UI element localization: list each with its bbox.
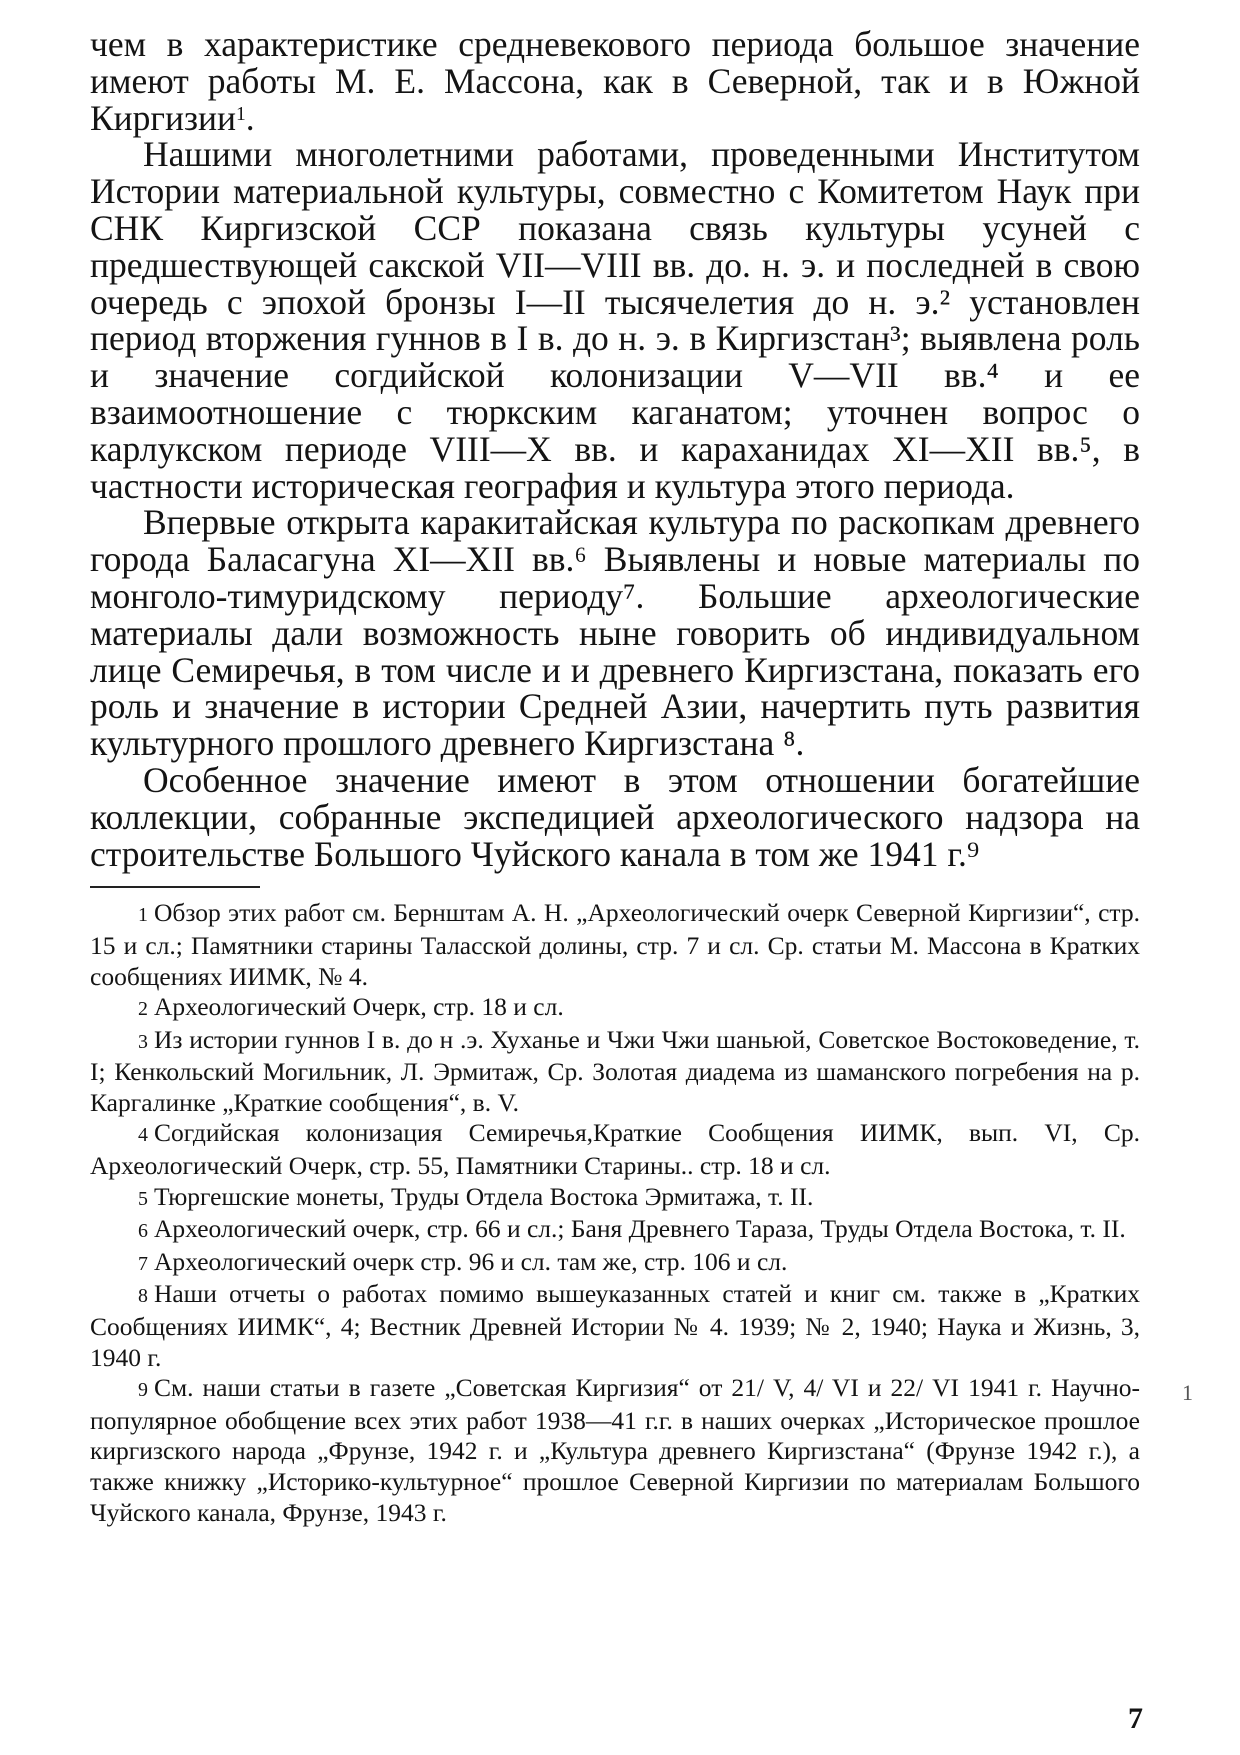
- footnote-text: Тюргешские монеты, Труды Отдела Востока Эрмитажа, т. II.: [153, 1181, 814, 1211]
- footnote-number: 6: [138, 1220, 148, 1243]
- footnote-text: Из истории гуннов I в. до н .э. Хуханье и Чжи Чжи шаньюй, Советское Востоковедение, т. I; Кенкольский Могильник, Л. Эрмитаж, Ср. Золотая диадема из шаманского погребения на р. Каргалинке „Краткие сообщения“, в. V.: [90, 1024, 1140, 1117]
- footnote-number: 4: [138, 1124, 148, 1147]
- page-number: 7: [1128, 1702, 1143, 1735]
- footnote-number: 9: [138, 1379, 148, 1402]
- footnote: [90, 898, 1140, 992]
- page: [90, 26, 1140, 1528]
- footnote-text: Археологический Очерк, стр. 18 и сл.: [153, 992, 564, 1022]
- footnote: [90, 1025, 1140, 1119]
- footnote: [90, 1247, 1140, 1280]
- paragraph-4: Особенное значение имеют в этом отношении богатейшие коллекции, собранные экспедицией археологического надзора на строительстве Большого Чуйского канала в том же 1941 г.⁹: [90, 759, 1140, 874]
- main-text: [90, 26, 1140, 872]
- footnote-text: Наши отчеты о работах помимо вышеуказанных статей и книг см. также в „Кратких Сообщениях ИИМК“, 4; Вестник Древней Истории № 4. 1939; № 2, 1940; Наука и Жизнь, 3, 1940 г.: [90, 1279, 1140, 1372]
- footnote-text: Археологический очерк стр. 96 и сл. там же, стр. 106 и сл.: [153, 1246, 788, 1276]
- footnote-number: 1: [138, 904, 148, 927]
- paragraph-1-tail: .: [245, 97, 255, 138]
- margin-mark: 1: [1182, 1380, 1193, 1405]
- footnote-text: Археологический очерк, стр. 66 и сл.; Баня Древнего Тараза, Труды Отдела Востока, т. II.: [153, 1214, 1126, 1244]
- footnote: [90, 1373, 1140, 1528]
- footnote: [90, 1214, 1140, 1247]
- footnote-number: 3: [138, 1030, 148, 1053]
- footnote: [90, 1118, 1140, 1181]
- footnote-number: 8: [138, 1285, 148, 1308]
- footnote-number: 7: [138, 1252, 148, 1275]
- paragraph-3: Впервые открыта каракитайская культура по раскопкам древнего города Баласагуна XI—XII вв.⁶ Выявлены и новые материалы по монголо-тимуридскому периоду⁷. Большие археологические материалы дали возможность ныне говорить об индивидуальном лице Семиречья, в том числе и и древнего Киргизстана, показать его роль и значение в истории Средней Азии, начертить путь развития культурного прошлого древнего Киргизстана ⁸.: [90, 502, 1140, 764]
- footnotes: [90, 898, 1140, 1528]
- paragraph-2: Нашими многолетними работами, проведенными Институтом Истории материальной культуры, совместно с Комитетом Наук при СНК Киргизской ССР показана связь культуры усуней с предшествующей сакской VII—VIII вв. до. н. э. и последней в свою очередь с эпохой бронзы I—II тысячелетия до н. э.² установлен период вторжения гуннов в I в. до н. э. в Киргизстан³; выявлена роль и значение согдийской колонизации V—VII вв.⁴ и ее взаимоотношение с тюркским каганатом; уточнен вопрос о карлукском периоде VIII—X вв. и караханидах XI—XII вв.⁵, в частности историческая география и культура этого периода.: [90, 134, 1140, 506]
- footnote-number: 2: [138, 998, 148, 1021]
- footnote: [90, 1182, 1140, 1215]
- paragraph-1-text: чем в характеристике средневекового периода большое значение имеют работы М. Е. Массона, как в Северной, так и в Южной Киргизии: [90, 24, 1140, 138]
- footnote-text: Обзор этих работ см. Бернштам А. Н. „Археологический очерк Северной Киргизии“, стр. 15 и сл.; Памятники старины Таласской долины, стр. 7 и сл. Ср. статьи М. Массона в Кратких сообщениях ИИМК, № 4.: [90, 898, 1140, 991]
- footnote-text: См. наши статьи в газете „Советская Киргизия“ от 21/ V, 4/ VI и 22/ VI 1941 г. Научно-популярное обобщение всех этих работ 1938—41 г.г. в наших очерках „Историческое прошлое киргизского народа „Фрунзе, 1942 г. и „Культура древнего Киргизстана“ (Фрунзе 1942 г.), а также книжку „Историко-культурное“ прошлое Северной Киргизии по материалам Большого Чуйского канала, Фрунзе, 1943 г.: [90, 1373, 1140, 1527]
- footnote-divider: [90, 886, 260, 888]
- footnote-number: 5: [138, 1187, 148, 1210]
- footnote: [90, 992, 1140, 1025]
- footnote-text: Согдийская колонизация Семиречья,Краткие Сообщения ИИМК, вып. VI, Ср. Археологический Очерк, стр. 55, Памятники Старины.. стр. 18 и сл.: [90, 1118, 1140, 1181]
- paragraph-1: [90, 26, 1140, 136]
- footnote-ref-1: 1: [236, 103, 246, 125]
- footnote: [90, 1279, 1140, 1373]
